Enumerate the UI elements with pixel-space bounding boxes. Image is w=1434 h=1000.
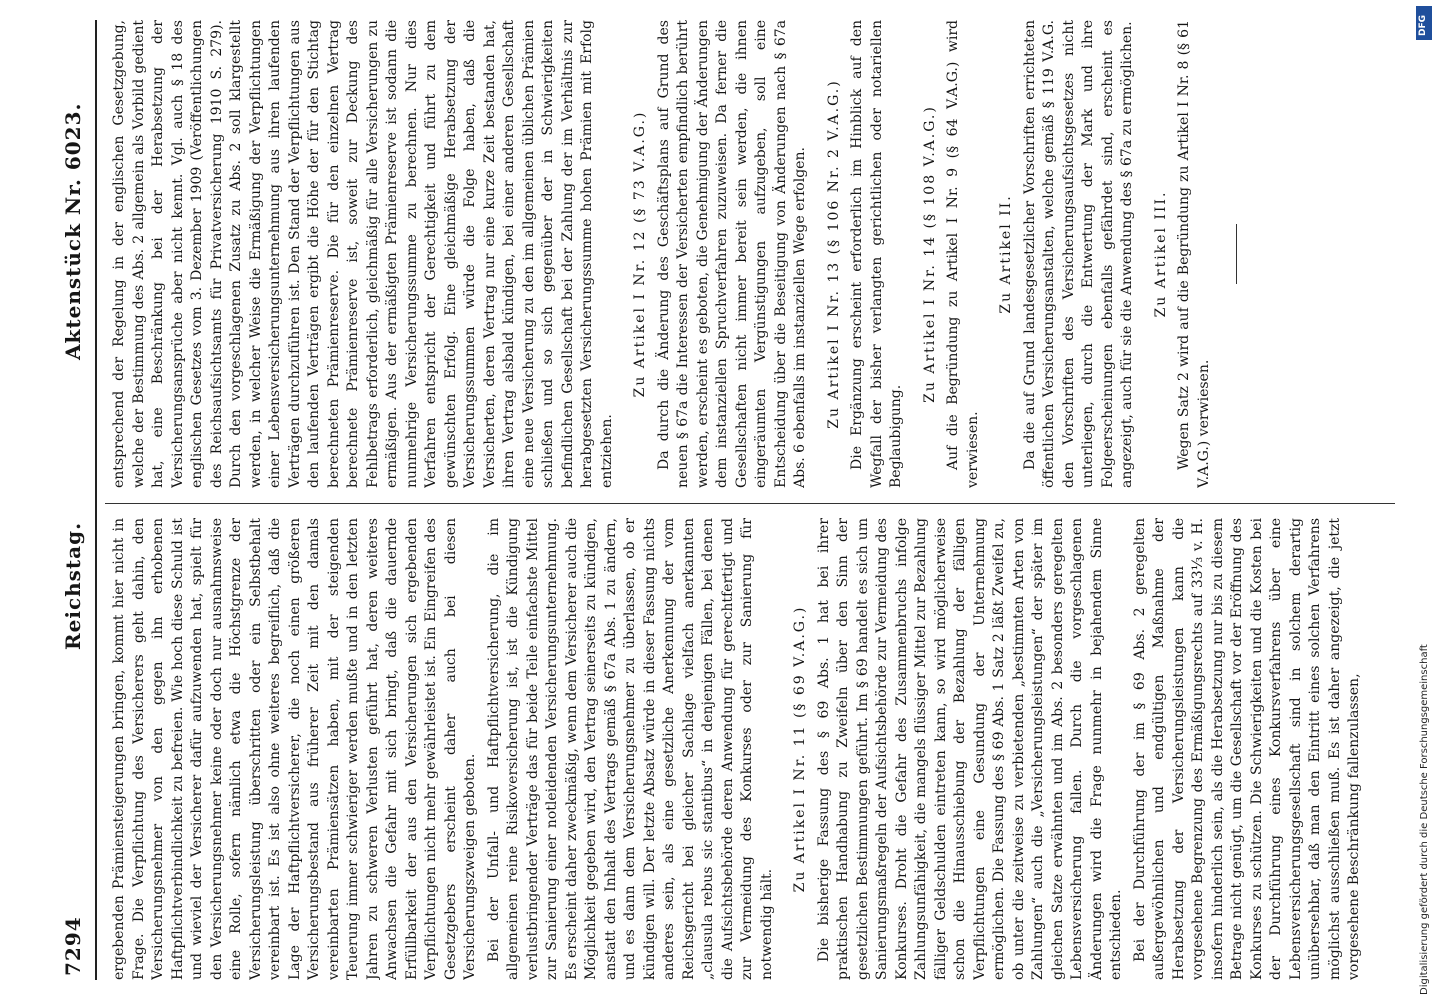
- paragraph: Wegen Satz 2 wird auf die Begründung zu Artikel I Nr. 8 (§ 61 V.A.G.) verwiesen.: [1176, 20, 1212, 488]
- paragraph: ergebenden Prämiensteigerungen bringen, kommt hier nicht in Frage. Die Verpflichtung des Versicherers geht dahin, den Versicherungsnehmer von den gegen ihn erhobenen Haftpflichtverbindlichkeit zu befreien. Wie hoch diese Schuld ist und wieviel der Versicherer dafür aufzuwenden hat, spielt für den Versicherungsnehmer keine oder doch nur ausnahmsweise eine Rolle, sofern nämlich etwa die Höchstgrenze der Versicherungsleistung überschritten oder ein Selbstbehalt vereinbart ist. Es ist also ohne weiteres begreiflich, daß die Lage der Haftpflichtversicherer, die noch einen größeren Versicherungsbestand aus früherer Zeit mit den damals vereinbarten Prämiensätzen haben, mit der steigenden Teuerung immer schwieriger werden mußte und in den letzten Jahren zu schweren Verlusten geführt hat, deren weiteres Anwachsen die Gefahr mit sich bringt, daß die dauernde Erfüllbarkeit der aus den Versicherungen sich ergebenden Verpflichtungen nicht mehr gewährleistet ist. Ein Eingreifen des Gesetzgebers erscheint daher auch bei diesen Versicherungszweigen geboten.: [111, 518, 478, 980]
- paragraph: Auf die Begründung zu Artikel I Nr. 9 (§ 64 V.A.G.) wird verwiesen.: [945, 20, 981, 488]
- section-heading: Zu Artikel II.: [998, 194, 1014, 314]
- page-number: 7294: [61, 916, 85, 976]
- section-heading: Zu Artikel I Nr. 11 (§ 69 V.A.G.): [792, 605, 808, 893]
- section-heading: Zu Artikel I Nr. 14 (§ 108 V.A.G.): [921, 105, 938, 403]
- paragraph: Bei der Unfall- und Haftpflichtversicherung, die im allgemeinen reine Risikoversicherung ist, ist die Kündigung verlustbringender Verträge das für beide Teile einfachste Mittel zur Sanierung einer notleidenden Versicherungsunternehmung. Es erscheint daher zweckmäßig, wenn dem Versicherer auch die Möglichkeit gegeben wird, den Vertrag seinerseits zu kündigen, anstatt den Inhalt des Vertrags gemäß § 67a Abs. 1 zu ändern, und es dann dem Versicherungsnehmer zu überlassen, ob er kündigen will. Der letzte Absatz würde in dieser Fassung nichts anderes sein, als eine gesetzliche Anerkennung der vom Reichsgericht bei gleicher Sachlage vielfach anerkannten „clausula rebus sic stantibus“ in denjenigen Fällen, bei denen die Aufsichtsbehörde deren Anwendung für gerechtfertigt und zur Vermeidung des Konkurses oder zur Sanierung für notwendig hält.: [485, 518, 775, 980]
- header-left-title: Reichstag.: [61, 521, 85, 650]
- document-page: [55, 20, 1415, 980]
- right-column: [110, 20, 1400, 488]
- paragraph: Da durch die Änderung des Geschäftsplans auf Grund des neuen § 67a die Interessen der Versicherten empfindlich berührt werden, erscheint es geboten, die Genehmigung der Änderungen dem instanziellen Spruchverfahren zuzuweisen. Da ferner die Gesellschaften nicht immer bereit sein werden, die ihnen eingeräumten Vergünstigungen aufzugeben, soll eine Entscheidung über die Beseitigung von Änderungen nach § 67a Abs. 6 ebenfalls im instanziellen Wege erfolgen.: [655, 20, 808, 488]
- column-divider: [105, 503, 1395, 504]
- section-heading: Zu Artikel I Nr. 12 (§ 73 V.A.G.): [632, 110, 648, 398]
- section-heading: Zu Artikel I Nr. 13 (§ 106 Nr. 2 V.A.G.): [825, 79, 842, 429]
- page-header: [55, 20, 97, 980]
- paragraph: Da die auf Grund landesgesetzlicher Vorschriften errichteten öffentlichen Versicherungsanstalten, welche gemäß § 119 V.A.G. den Vorschriften des Versicherungsaufsichtsgesetzes nicht unterliegen, durch die Entwertung der Mark und ihre Folgeerscheinungen ebenfalls gefährdet sind, erscheint es angezeigt, auch für sie die Anwendung des § 67a zu ermöglichen.: [1021, 20, 1135, 488]
- paragraph: entsprechend der Regelung in der englischen Gesetzgebung, welche der Bestimmung des Abs. 2 allgemein als Vorbild gedient hat, eine Beschränkung bei der Herabsetzung der Versicherungsansprüche aber nicht kennt. Vgl. auch § 18 des englischen Gesetzes vom 3. Dezember 1909 (Veröffentlichungen des Reichsaufsichtsamts für Privatversicherung 1910 S. 279). Durch den vorgeschlagenen Zusatz zu Abs. 2 soll klargestellt werden, in welcher Weise die Ermäßigung der Verpflichtungen einer Lebensversicherungsunternehmung aus ihren laufenden Verträgen durchzuführen ist. Den Stand der Verpflichtungen aus den laufenden Verträgen ergibt die Höhe der für den Stichtag berechneten Prämienreserve. Die für den einzelnen Vertrag berechnete Prämienreserve ist, soweit zur Deckung des Fehlbetrags erforderlich, gleichmäßig für alle Versicherungen zu ermäßigen. Aus der ermäßigten Prämienreserve ist sodann die nunmehrige Versicherungssumme zu berechnen. Nur dies Verfahren entspricht der Gerechtigkeit und führt zu dem gewünschten Erfolg. Eine gleichmäßige Herabsetzung der Versicherungssummen würde die Folge haben, daß die Versicherten, deren Vertrag nur eine kurze Zeit bestanden hat, ihren Vertrag alsbald kündigen, bei einer anderen Gesellschaft eine neue Versicherung zu den im allgemeinen üblichen Prämien schließen und so sich gegenüber der in Schwierigkeiten befindlichen Gesellschaft bei der Zahlung der im Verhältnis zur herabgesetzten Versicherungssumme hohen Prämien mit Erfolg entziehen.: [111, 20, 615, 488]
- dfg-logo: DFG: [1416, 6, 1432, 40]
- digitization-credit: Digitalisierung gefördert durch die Deutsche Forschungsgemeinschaft: [1419, 644, 1430, 995]
- paragraph: Bei der Durchführung der im § 69 Abs. 2 geregelten außergewöhnlichen und endgültigen Maßnahme der Herabsetzung der Versicherungsleistungen kann die vorgesehene Begrenzung des Ermäßigungsrechts auf 33⅓ v. H. insofern hinderlich sein, als die Herabsetzung nur bis zu diesem Betrage nicht genügt, um die Gesellschaft vor der Eröffnung des Konkurses zu schützen. Die Schwierigkeiten und die Kosten bei der Durchführung eines Konkursverfahrens über eine Lebensversicherungsgesellschaft sind in solchem derartig unübersehbar, daß man den Eintritt eines solchen Verfahrens möglichst ausschließen muß. Es ist daher angezeigt, die jetzt vorgesehene Beschränkung fallenzulassen,: [1131, 518, 1362, 980]
- paragraph: Die Ergänzung erscheint erforderlich im Hinblick auf den Wegfall der bisher verlangten gerichtlichen oder notariellen Beglaubigung.: [849, 20, 904, 488]
- header-right-title: Aktenstück Nr. 6023.: [61, 102, 85, 360]
- end-rule: [1236, 224, 1237, 284]
- section-heading: Zu Artikel III.: [1152, 190, 1169, 318]
- left-column: [110, 518, 1400, 980]
- paragraph: Die bisherige Fassung des § 69 Abs. 1 hat bei ihrer praktischen Handhabung zu Zweifeln über den Sinn der gesetzlichen Bestimmungen geführt. Im § 69 handelt es sich um Sanierungsmaßregeln der Aufsichtsbehörde zur Vermeidung des Konkurses. Droht die Gefahr des Zusammenbruchs infolge Zahlungsunfähigkeit, die mangels flüssiger Mittel zur Bezahlung fälliger Geldschulden eintreten kann, so wird möglicherweise schon die Hinausschiebung der Bezahlung der fälligen Verpflichtungen eine Gesundung der Unternehmung ermöglichen. Die Fassung des § 69 Abs. 1 Satz 2 läßt Zweifel zu, ob unter die zeitweise zu verbietenden „bestimmten Arten von Zahlungen“ auch die „Versicherungsleistungen“ der später im gleichen Satze erwähnten und im Abs. 2 besonders geregelten Lebensversicherung fallen. Durch die vorgeschlagenen Änderungen wird die Frage nunmehr in bejahendem Sinne entschieden.: [815, 518, 1124, 980]
